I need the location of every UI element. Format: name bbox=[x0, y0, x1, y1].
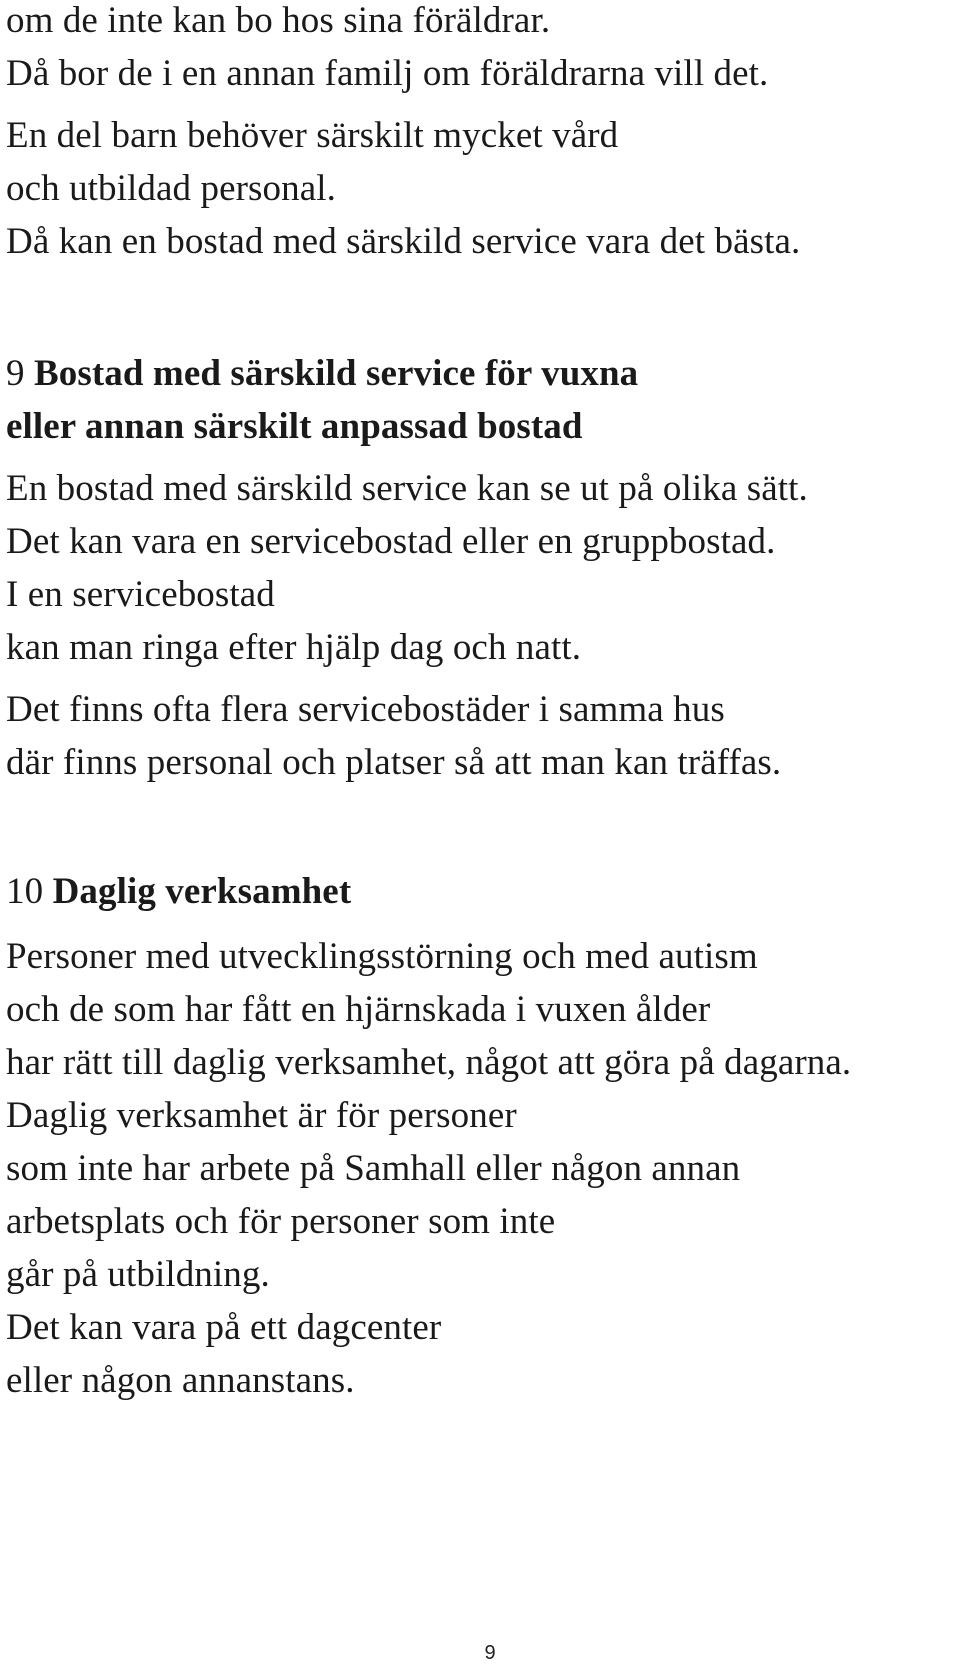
section-10-line: Personer med utvecklingsstörning och med autism bbox=[6, 936, 758, 977]
section-10-line: eller någon annanstans. bbox=[6, 1360, 355, 1401]
section-10-line: som inte har arbete på Samhall eller någon annan bbox=[6, 1148, 741, 1189]
section-9-title-line2: eller annan särskilt anpassad bostad bbox=[6, 406, 583, 447]
intro-line: om de inte kan bo hos sina föräldrar. bbox=[6, 0, 551, 41]
section-9-line: I en servicebostad bbox=[6, 574, 275, 615]
section-9-line: där finns personal och platser så att man kan träffas. bbox=[6, 742, 782, 783]
section-10-line: Daglig verksamhet är för personer bbox=[6, 1095, 517, 1136]
page-number: 9 bbox=[484, 1642, 496, 1664]
section-10-line: går på utbildning. bbox=[6, 1254, 270, 1295]
section-10-line: arbetsplats och för personer som inte bbox=[6, 1201, 556, 1242]
section-9-number: 9 bbox=[6, 353, 25, 394]
section-10-line: Det kan vara på ett dagcenter bbox=[6, 1307, 442, 1348]
section-10-line: och de som har fått en hjärnskada i vuxen ålder bbox=[6, 989, 711, 1030]
section-10-title: Daglig verksamhet bbox=[52, 871, 352, 912]
intro-line: Då kan en bostad med särskild service vara det bästa. bbox=[6, 221, 801, 262]
section-9-line: kan man ringa efter hjälp dag och natt. bbox=[6, 627, 582, 668]
section-10-heading bbox=[6, 870, 351, 914]
section-9-line: En bostad med särskild service kan se ut på olika sätt. bbox=[6, 468, 808, 509]
section-9-heading bbox=[6, 352, 638, 396]
intro-line: och utbildad personal. bbox=[6, 168, 336, 209]
intro-line: Då bor de i en annan familj om föräldrarna vill det. bbox=[6, 53, 769, 94]
section-10-line: har rätt till daglig verksamhet, något att göra på dagarna. bbox=[6, 1042, 852, 1083]
section-10-number: 10 bbox=[6, 871, 44, 912]
section-9-title-line1: Bostad med särskild service för vuxna bbox=[33, 353, 639, 394]
section-9-line: Det kan vara en servicebostad eller en gruppbostad. bbox=[6, 521, 776, 562]
intro-line: En del barn behöver särskilt mycket vård bbox=[6, 115, 619, 156]
section-9-line: Det finns ofta flera servicebostäder i samma hus bbox=[6, 689, 725, 730]
